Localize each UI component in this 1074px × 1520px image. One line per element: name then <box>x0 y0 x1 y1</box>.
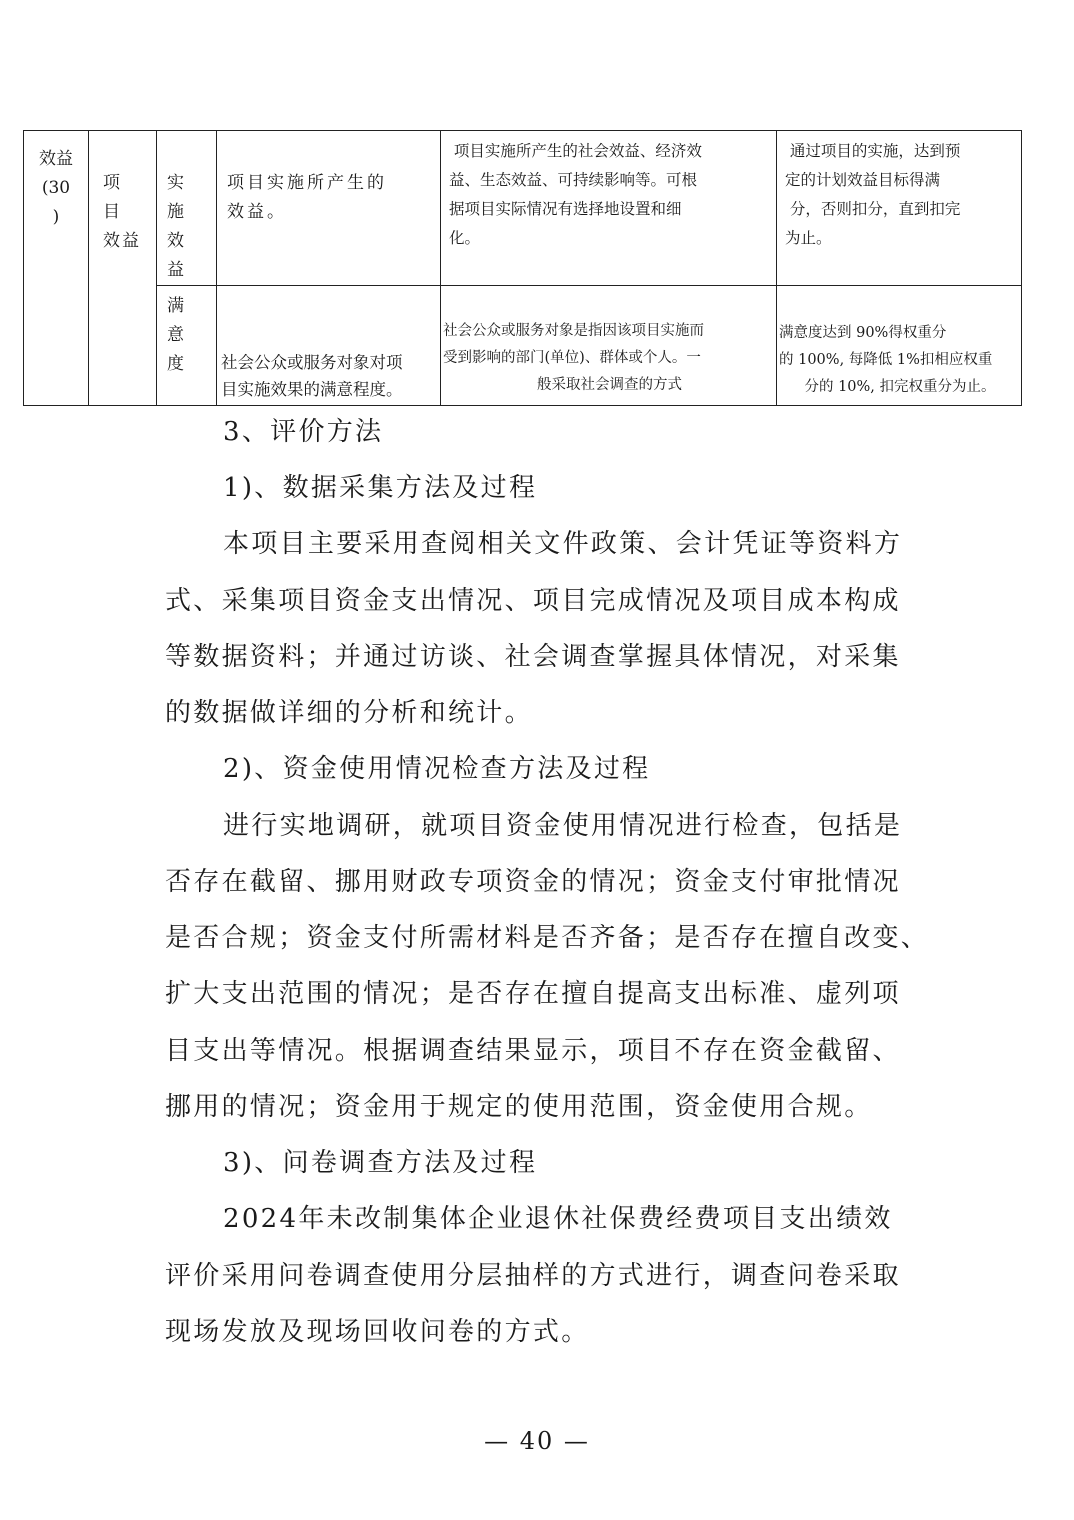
subsection-heading: 1)、数据采集方法及过程 <box>223 473 538 503</box>
definition-text: 社会公众或服务对象对项 <box>221 353 403 372</box>
dimension-score-close: ) <box>52 207 60 227</box>
subsection-heading: 3)、问卷调查方法及过程 <box>223 1148 538 1178</box>
subsection-heading: 2)、资金使用情况检查方法及过程 <box>223 754 651 784</box>
explanation-text-3: 据项目实际情况有选择地设置和细 <box>449 200 682 218</box>
section-heading: 3、评价方法 <box>223 417 384 447</box>
paragraph-line: 评价采用问卷调查使用分层抽样的方式进行，调查问卷采取 <box>165 1261 901 1291</box>
paragraph-line: 式、采集项目资金支出情况、项目完成情况及项目成本构成 <box>165 586 901 616</box>
indicator-text: 实施效益 <box>167 173 184 280</box>
paragraph-line: 的数据做详细的分析和统计。 <box>165 698 533 728</box>
sub-indicator-text: 项目 <box>103 173 132 222</box>
paragraph-line: 等数据资料；并通过访谈、社会调查掌握具体情况，对采集 <box>165 642 901 672</box>
standard-text-2: 的 100%, 每降低 1%扣相应权重 <box>779 352 993 368</box>
definition-text: 项目实施所产生的 <box>227 173 387 193</box>
paragraph-line: 2024年未改制集体企业退休社保费经费项目支出绩效 <box>223 1204 893 1234</box>
standard-text-4: 为止。 <box>785 229 832 247</box>
explanation-text-2: 益、生态效益、可持续影响等。可根 <box>449 171 698 189</box>
explanation-text-3: 般采取社会调查的方式 <box>537 377 682 393</box>
standard-text: 满意度达到 90%得权重分 <box>779 325 947 341</box>
standard-text-2: 定的计划效益目标得满 <box>785 171 941 189</box>
explanation-text-2: 受到影响的部门(单位)、群体或个人。一 <box>443 350 701 366</box>
indicator-text: 满意度 <box>167 296 184 374</box>
standard-text: 通过项目的实施，达到预 <box>785 142 961 160</box>
paragraph-line: 现场发放及现场回收问卷的方式。 <box>165 1317 590 1347</box>
standard-text-3: 分，否则扣分，直到扣完 <box>785 200 961 218</box>
dimension-score: (30 <box>41 178 71 198</box>
page-number: — 40 — <box>484 1427 590 1455</box>
paragraph-line: 目支出等情况。根据调查结果显示，项目不存在资金截留、 <box>165 1036 901 1066</box>
paragraph-line: 扩大支出范围的情况；是否存在擅自提高支出标准、虚列项 <box>165 979 901 1009</box>
paragraph-line: 本项目主要采用查阅相关文件政策、会计凭证等资料方 <box>223 529 903 559</box>
dimension-text: 效益 <box>39 149 73 169</box>
explanation-text-4: 化。 <box>449 229 481 247</box>
paragraph-line: 否存在截留、挪用财政专项资金的情况；资金支付审批情况 <box>165 867 901 897</box>
sub-indicator-text-2: 效益 <box>103 231 141 251</box>
sub-indicator-cell <box>89 131 157 406</box>
explanation-text: 社会公众或服务对象是指因该项目实施而 <box>443 323 704 339</box>
paragraph-line: 是否合规；资金支付所需材料是否齐备；是否存在擅自改变、 <box>165 923 930 953</box>
standard-text-3: 分的 10%, 扣完权重分为止。 <box>804 379 996 395</box>
paragraph-line: 挪用的情况；资金用于规定的使用范围，资金使用合规。 <box>165 1092 873 1122</box>
definition-text-2: 目实施效果的满意程度。 <box>221 380 403 399</box>
explanation-text: 项目实施所产生的社会效益、经济效 <box>449 142 702 160</box>
dimension-cell <box>24 131 89 406</box>
paragraph-line: 进行实地调研，就项目资金使用情况进行检查，包括是 <box>223 811 903 841</box>
definition-text-2: 效益。 <box>227 202 287 222</box>
body-content <box>165 0 930 1400</box>
